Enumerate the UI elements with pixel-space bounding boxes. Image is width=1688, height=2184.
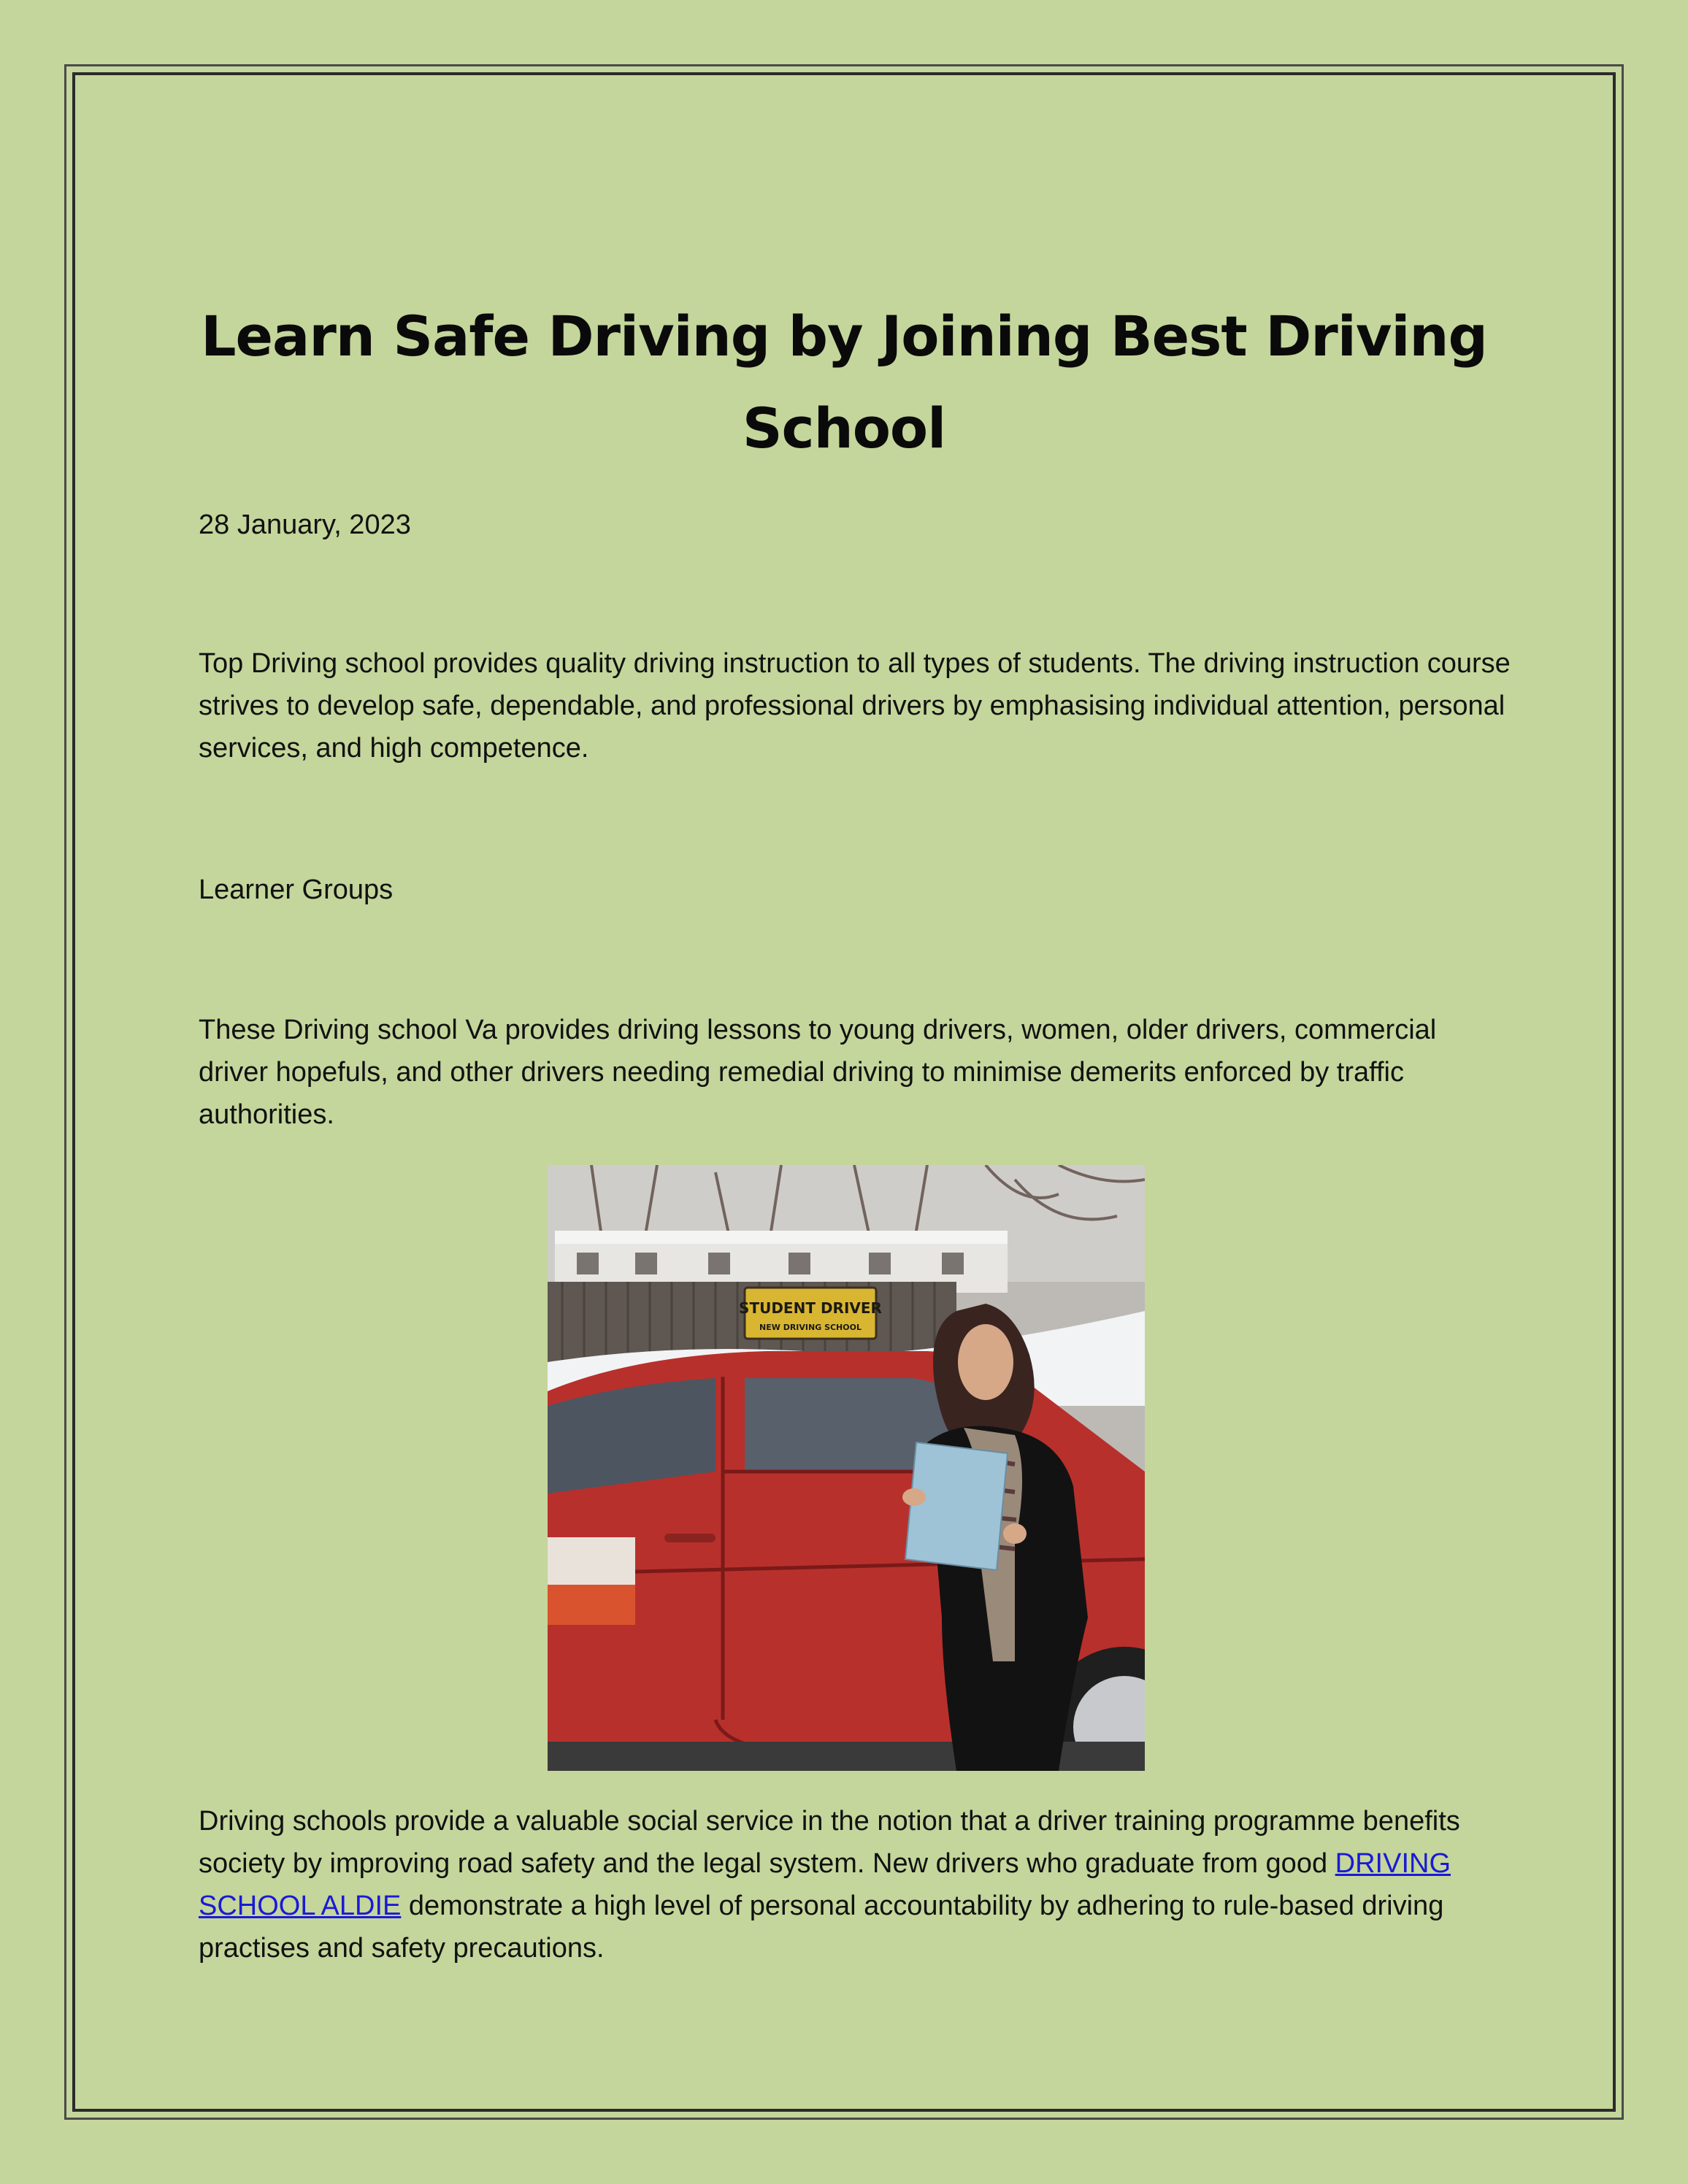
post-date: 28 January, 2023 (199, 510, 411, 540)
closing-paragraph (199, 1800, 1513, 1969)
learner-groups-paragraph: These Driving school Va provides driving lessons to young drivers, women, older drivers, commercial driver hopefuls, and other drivers needing remedial driving to minimise demerits enforced by traffic authorities. (199, 1015, 1437, 1130)
sign-line-2: NEW DRIVING SCHOOL (759, 1323, 862, 1332)
page-title: Learn Safe Driving by Joining Best Driving School (201, 304, 1487, 461)
student-driver-photo (548, 1165, 1145, 1771)
closing-text-after-link: demonstrate a high level of personal accountability by adhering to rule-based driving practises and safety precautions. (199, 1891, 1444, 1964)
sign-line-1: STUDENT DRIVER (739, 1299, 882, 1317)
intro-paragraph: Top Driving school provides quality driving instruction to all types of students. The driving instruction course strives to develop safe, dependable, and professional drivers by emphasising individual attention, personal services, and high competence. (199, 648, 1511, 764)
section-heading: Learner Groups (199, 874, 394, 905)
closing-text-before-link: Driving schools provide a valuable social service in the notion that a driver training programme benefits society by improving road safety and the legal system. New drivers who graduate from good (199, 1806, 1460, 1879)
driving-school-aldie-link[interactable]: DRIVING SCHOOL ALDIE (199, 1848, 1451, 1921)
